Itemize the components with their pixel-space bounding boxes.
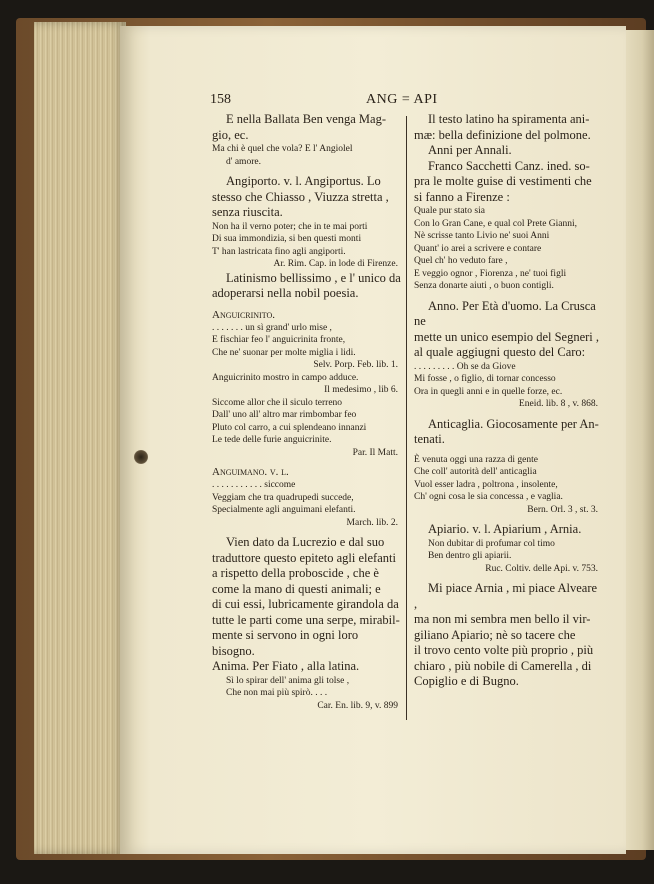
text-line: Copiglio e di Bugno. — [414, 674, 519, 688]
text-line: adoperarsi nella nobil poesia. — [212, 286, 359, 300]
text-line: Angiporto. v. l. Angiportus. Lo — [226, 174, 381, 188]
text-line: È venuta oggi una razza di gente — [414, 454, 538, 465]
text-line: Anticaglia. Giocosamente per An- — [428, 416, 599, 431]
text-line: mæ: bella definizione del polmone. — [414, 127, 591, 142]
text-line: tutte le parti come una serpe, mirabil- — [212, 612, 400, 627]
text-line: Selv. Porp. Feb. lib. 1. — [313, 360, 398, 370]
text-line: Che ne' suonar per molte miglia i lidi. — [212, 347, 356, 358]
text-line: T' han lastricata fino agli angiporti. — [212, 246, 346, 257]
page-edges — [34, 22, 126, 854]
text-line: Eneid. lib. 8 , v. 868. — [518, 399, 598, 409]
text-line: mette un unico esempio del Segneri , — [414, 329, 600, 344]
page-number: 158 — [210, 92, 231, 107]
right-column — [414, 112, 602, 690]
text-line: pra le molte guise di vestimenti che — [414, 174, 592, 188]
text-line: Vuol esser ladra , poltrona , insolente, — [414, 479, 558, 490]
text-line: . . . . . . . . . Oh se da Giove — [414, 361, 516, 372]
text-line: Bern. Orl. 3 , st. 3. — [527, 504, 598, 515]
text-line: a rispetto della proboscide , che è — [212, 566, 379, 580]
text-line: Che non mai più spirò. . . . — [226, 688, 328, 698]
text-line: il trovo cento volte più proprio , più — [414, 643, 594, 657]
left-column — [212, 112, 402, 712]
text-line: Latinismo bellissimo , e l' unico da — [226, 270, 401, 285]
text-line: Quale pur stato sia — [414, 206, 485, 216]
text-line: Ben dentro gli apiarii. — [428, 551, 512, 561]
ink-stain — [134, 450, 148, 464]
text-line: Anima. Per Fiato , alla latina. — [212, 659, 360, 673]
text-line: di cui essi, lubricamente girandola da — [212, 597, 399, 611]
text-line: al quale aggiugni questo del Caro: — [414, 345, 586, 359]
text-line: Mi piace Arnia , mi piace Alveare , — [414, 581, 598, 611]
text-line: Vien dato da Lucrezio e dal suo — [226, 535, 385, 549]
text-line: Mi fosse , o figlio, di tornar concesso — [414, 374, 556, 384]
text-line: Franco Sacchetti Canz. ined. so- — [428, 158, 590, 173]
text-line: chiaro , più nobile di Camerella , di — [414, 658, 592, 673]
text-line: giliano Apiario; nè so tacere che — [414, 627, 576, 642]
text-line: traduttore questo epiteto agli elefanti — [212, 550, 396, 565]
text-line: Anni per Annali. — [428, 143, 512, 157]
text-line: Siccome allor che il siculo terreno — [212, 397, 343, 408]
text-line: Non ha il verno poter; che in te mai porti — [212, 221, 368, 232]
text-line: d' amore. — [226, 156, 261, 167]
text-line: . . . . . . . . . . . siccome — [212, 480, 296, 490]
text-line: Il testo latino ha spiramenta ani- — [428, 112, 590, 126]
text-line: Ch' ogni cosa le sia concessa , e vaglia. — [414, 492, 563, 502]
text-line: March. lib. 2. — [346, 517, 398, 528]
column-rule — [406, 116, 407, 720]
text-line: Il medesimo , lib 6. — [324, 385, 398, 395]
text-line: Che coll' autorità dell' anticaglia — [414, 467, 537, 477]
text-line: Nè scrisse tanto Livio ne' suoi Anni — [414, 231, 550, 241]
text-line: Le tede delle furie anguicrinite. — [212, 435, 332, 445]
text-line: Ora in quegli anni e in quelle forze, ec. — [414, 386, 563, 397]
text-line: Anguicrinito. — [212, 308, 275, 321]
text-line: Non dubitar di profumar col timo — [428, 538, 555, 549]
text-line: Ma chi è quel che vola? E l' Angiolel — [212, 144, 353, 154]
text-line: Anguicrinito mostro in campo adduce. — [212, 372, 359, 383]
text-line: Apiario. v. l. Apiarium , Arnia. — [428, 522, 582, 536]
text-line: . . . . . . . un sì grand' urlo mise , — [212, 322, 332, 333]
text-line: stesso che Chiasso , Viuzza stretta , — [212, 189, 389, 204]
facing-page-edge — [624, 30, 654, 850]
text-line: E veggio ognor , Fiorenza , ne' tuoi figli — [414, 268, 567, 279]
text-line: Ar. Rim. Cap. in lode di Firenze. — [273, 259, 398, 269]
page-header — [210, 92, 620, 110]
text-line: tenati. — [414, 432, 445, 446]
text-line: Di sua immondizia, si ben questi monti — [212, 234, 362, 244]
text-line: Ruc. Coltiv. delle Api. v. 753. — [485, 563, 598, 574]
text-line: gio, ec. — [212, 127, 249, 142]
text-line: Senza donarte aiuti , o buon contigli. — [414, 281, 554, 291]
text-line: Car. En. lib. 9, v. 899 — [317, 700, 398, 711]
text-line: come la mano di questi animali; e — [212, 581, 381, 596]
text-line: Par. Il Matt. — [352, 447, 398, 458]
text-line: Sì lo spirar dell' anima gli tolse , — [226, 675, 350, 686]
text-line: Anno. Per Età d'uomo. La Crusca ne — [414, 298, 596, 328]
text-line: Con lo Gran Cane, e qual col Prete Gianni, — [414, 218, 578, 229]
text-line: Dall' uno all' altro mar rimbombar feo — [212, 410, 357, 420]
text-line: Quant' io arei a scrivere e contare — [414, 243, 542, 254]
text-line: E fischiar feo l' anguicrinita fronte, — [212, 335, 346, 345]
text-line: Veggiam che tra quadrupedi succede, — [212, 492, 354, 503]
text-line: ma non mi sembra men bello il vir- — [414, 612, 591, 626]
text-line: Pluto col carro, a cui splendeano innanzi — [212, 422, 367, 433]
running-head: ANG = API — [366, 92, 438, 107]
text-line: Quel ch' ho veduto fare , — [414, 256, 508, 266]
text-line: mente si servono in ogni loro bisogno. — [212, 628, 359, 658]
text-line: E nella Ballata Ben venga Mag- — [226, 112, 387, 126]
text-line: si fanno a Firenze : — [414, 189, 510, 204]
text-line: Anguimano. v. l. — [212, 466, 289, 478]
text-line: Specialmente agli anguimani elefanti. — [212, 505, 356, 515]
text-line: senza riuscita. — [212, 205, 283, 219]
